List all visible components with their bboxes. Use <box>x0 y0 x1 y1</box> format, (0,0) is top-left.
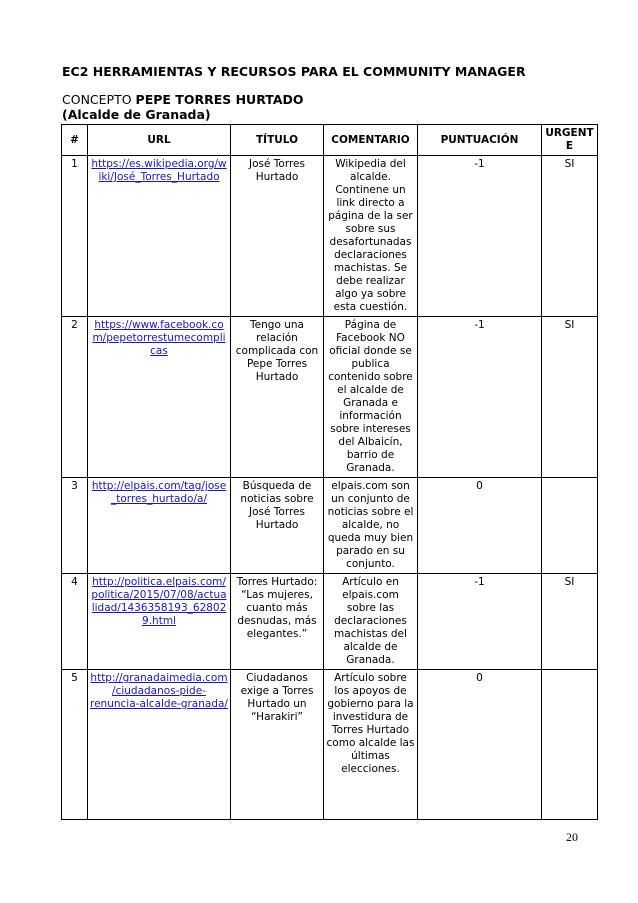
table-row <box>62 156 598 317</box>
row-url <box>88 317 231 478</box>
row-url <box>88 574 231 670</box>
row-titulo: Tengo una relación complicada con Pepe Torres Hurtado <box>231 317 324 478</box>
table-header-row <box>62 125 598 156</box>
row-titulo: Búsqueda de noticias sobre José Torres Hurtado <box>231 478 324 574</box>
row-puntuacion: 0 <box>418 670 542 820</box>
header-comentario: COMENTARIO <box>324 125 418 156</box>
row-url <box>88 670 231 820</box>
row-puntuacion: -1 <box>418 317 542 478</box>
header-number: # <box>62 125 88 156</box>
table-row <box>62 317 598 478</box>
row-url <box>88 156 231 317</box>
row-comentario: Página de Facebook NO oficial donde se publica contenido sobre el alcalde de Granada e información sobre intereses del Albaicín, barrio de Granada. <box>324 317 418 478</box>
row-comentario: Wikipedia del alcalde. Continene un link directo a página de la ser sobre sus desafortunadas declaraciones machistas. Se debe realizar algo ya sobre esta cuestión. <box>324 156 418 317</box>
row-puntuacion: -1 <box>418 156 542 317</box>
table-row <box>62 670 598 820</box>
concept-subtitle: (Alcalde de Granada) <box>62 107 211 122</box>
row-puntuacion: -1 <box>418 574 542 670</box>
row-comentario: elpais.com son un conjunto de noticias sobre el alcalde, no queda muy bien parado en su conjunto. <box>324 478 418 574</box>
table-row <box>62 574 598 670</box>
row-url <box>88 478 231 574</box>
row-urgente <box>542 670 598 820</box>
header-url: URL <box>88 125 231 156</box>
url-link[interactable]: https://www.facebook.com/pepetorrestumecomplicas <box>92 319 226 357</box>
url-link[interactable]: http://elpais.com/tag/jose_torres_hurtado/a/ <box>91 480 227 505</box>
resources-table <box>61 124 598 820</box>
row-titulo: Ciudadanos exige a Torres Hurtado un “Harakiri” <box>231 670 324 820</box>
row-titulo: José Torres Hurtado <box>231 156 324 317</box>
header-urgente: URGENTE <box>542 125 598 156</box>
header-titulo: TÍTULO <box>231 125 324 156</box>
row-number: 3 <box>62 478 88 574</box>
row-urgente: SI <box>542 156 598 317</box>
row-titulo: Torres Hurtado: “Las mujeres, cuanto más desnudas, más elegantes.” <box>231 574 324 670</box>
row-urgente: SI <box>542 574 598 670</box>
row-urgente: SI <box>542 317 598 478</box>
header-puntuacion: PUNTUACIÓN <box>418 125 542 156</box>
row-number: 5 <box>62 670 88 820</box>
row-urgente <box>542 478 598 574</box>
document-title: EC2 HERRAMIENTAS Y RECURSOS PARA EL COMMUNITY MANAGER <box>62 64 526 79</box>
row-puntuacion: 0 <box>418 478 542 574</box>
row-number: 2 <box>62 317 88 478</box>
row-comentario: Artículo en elpais.com sobre las declaraciones machistas del alcalde de Granada. <box>324 574 418 670</box>
page-number: 20 <box>566 830 578 844</box>
row-number: 4 <box>62 574 88 670</box>
row-number: 1 <box>62 156 88 317</box>
url-link[interactable]: http://politica.elpais.com/politica/2015/07/08/actualidad/1436358193_628029.html <box>91 576 227 627</box>
table-row <box>62 478 598 574</box>
concept-label: CONCEPTO <box>62 92 132 107</box>
row-comentario: Artículo sobre los apoyos de gobierno para la investidura de Torres Hurtado como alcalde las últimas elecciones. <box>324 670 418 820</box>
url-link[interactable]: https://es.wikipedia.org/wiki/José_Torres_Hurtado <box>91 158 227 183</box>
concept-block <box>62 92 462 122</box>
concept-name: PEPE TORRES HURTADO <box>135 92 304 107</box>
url-link[interactable]: http://granadaimedia.com/ciudadanos-pide-renuncia-alcalde-granada/ <box>90 672 228 710</box>
